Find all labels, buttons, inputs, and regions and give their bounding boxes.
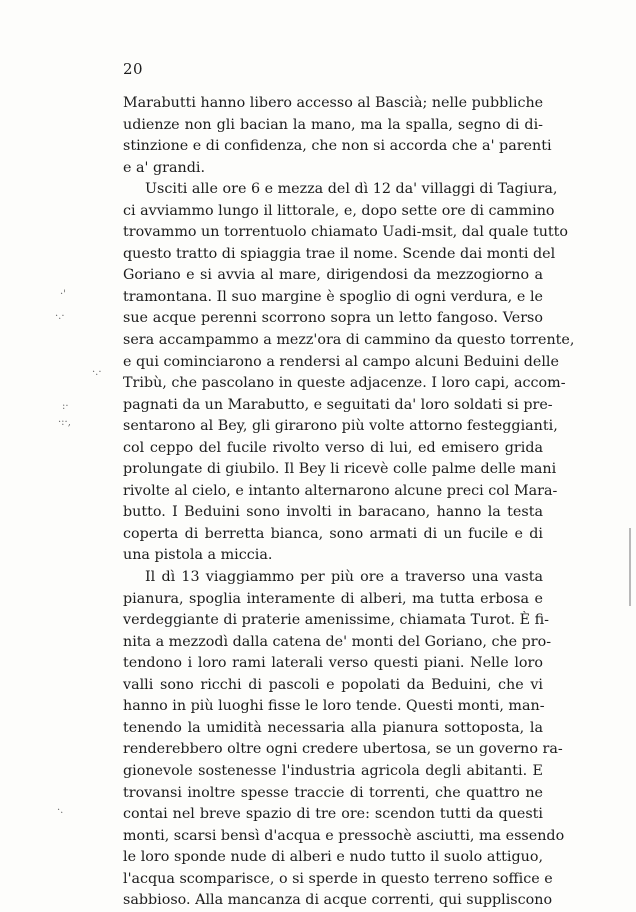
text-line: pagnati da un Marabutto, e seguitati da' loro soldati si pre- [123,396,553,413]
text-line: Usciti alle ore 6 e mezza del dì 12 da' villaggi di Tagiura, [145,181,558,198]
text-line: ci avviammo lungo il littorale, e, dopo sette ore di cammino [123,202,555,219]
text-line: monti, scarsi bensì d'acqua e pressochè asciutti, ma essendo [123,827,565,844]
text-line: l'acqua scomparisce, o si sperde in questo terreno soffice e [123,870,553,887]
text-line: udienze non gli bacian la mano, ma la spalla, segno di di- [123,116,543,133]
text-line: nita a mezzodì dalla catena de' monti del Goriano, che pro- [123,633,552,650]
text-line: tramontana. Il suo margine è spoglio di ogni verdura, e le [123,288,543,305]
text-line: e qui cominciarono a rendersi al campo alcuni Beduini delle [123,353,559,370]
text-line: tendono i loro rami laterali verso questi piani. Nelle loro [123,655,543,672]
body-text [123,93,575,912]
scan-speck: ·.· [92,367,102,378]
text-line: Marabutti hanno libero accesso al Bascià; nelle pubbliche [123,95,544,111]
scan-speck: ·. [57,805,64,816]
text-line: verdeggiante di praterie amenissime, chiamata Turot. È fi- [123,612,549,629]
text-line: pianura, spoglia interamente di alberi, ma tutta erbosa e [123,590,543,607]
scan-speck: ·' [60,289,66,300]
scan-speck: ·:·, [58,417,71,428]
text-line: Goriano e si avvia al mare, dirigendosi da mezzogiorno a [123,267,543,284]
page-number: 20 [123,60,144,78]
scan-speck: :· [62,401,69,412]
text-line: renderebbero oltre ogni credere ubertosa, se un governo ra- [123,741,563,758]
text-line: stinzione e di confidenza, che non si accorda che a' parenti [123,138,552,155]
text-line: trovammo un torrentuolo chiamato Uadi-msit, dal quale tutto [123,224,569,241]
text-line: sue acque perenni scorrono sopra un letto fangoso. Verso [123,310,543,327]
text-line: butto. I Beduini sono involti in baracano, hanno la testa [123,504,543,521]
text-line: hanno in più luoghi fisse le loro tende. Questi monti, man- [123,698,545,715]
text-line: sera accampammo a mezz'ora di cammino da questo torrente, [123,332,575,349]
scan-edge-mark [629,528,631,606]
text-line: questo tratto di spiaggia trae il nome. Scende dai monti del [123,245,556,262]
text-line: trovansi inoltre spesse traccie di torrenti, che quattro ne [123,784,543,801]
text-line: sentarono al Bey, gli girarono più volte attorno festeggianti, [123,418,558,435]
text-line: Tribù, che pascolano in queste adjacenze. I loro capi, accom- [123,375,566,392]
text-line: le loro sponde nude di alberi e nudo tutto il suolo attiguo, [123,849,543,866]
text-line: e a' grandi. [123,159,205,176]
text-line: Il dì 13 viaggiammo per più ore a traverso una vasta [145,569,543,586]
text-line: coperta di berretta bianca, sono armati di un fucile e di [123,525,543,542]
text-line: sabbioso. Alla mancanza di acque correnti, qui suppliscono [123,892,553,909]
text-line: contai nel breve spazio di tre ore: scendon tutti da questi [123,806,543,823]
text-line: prolungate di giubilo. Il Bey li ricevè colle palme delle mani [123,461,557,478]
text-line: col ceppo del fucile rivolto verso di lui, ed emisero grida [123,439,543,456]
text-line: gionevole sostenesse l'industria agricola degli abitanti. E [123,762,543,779]
text-line: tenendo la umidità necessaria alla pianura sottoposta, la [123,719,543,736]
scan-speck: ·.· [55,311,65,322]
text-line: valli sono ricchi di pascoli e popolati da Beduini, che vi [123,676,543,693]
text-line: una pistola a miccia. [123,547,273,564]
text-line: rivolte al cielo, e intanto alternarono alcune preci col Mara- [123,482,558,499]
